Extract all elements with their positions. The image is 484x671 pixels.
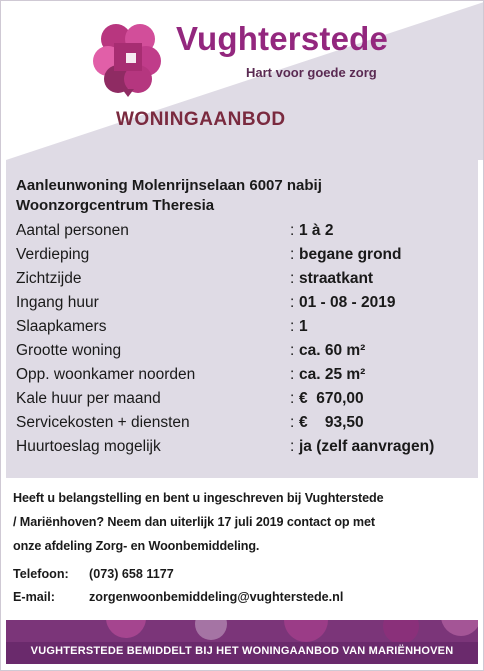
spec-row (16, 294, 472, 318)
spec-row (16, 222, 472, 246)
spec-value: 01 - 08 - 2019 (299, 294, 396, 311)
spec-label: Huurtoeslag mogelijk (16, 438, 161, 455)
spec-separator: : (290, 318, 295, 335)
listing-title (16, 176, 466, 216)
listing-panel (6, 160, 478, 478)
listing-title-line2: Woonzorgcentrum Theresia (16, 197, 215, 214)
spec-value: 1 à 2 (299, 222, 334, 239)
section-title: WONINGAANBOD (116, 109, 286, 130)
tagline: Hart voor goede zorg (246, 65, 377, 80)
spec-row (16, 342, 472, 366)
spec-separator: : (290, 342, 295, 359)
spec-row (16, 366, 472, 390)
spec-label: Servicekosten + diensten (16, 414, 190, 431)
spec-value: 1 (299, 318, 308, 335)
header (0, 0, 484, 160)
phone-number: (073) 658 1177 (89, 567, 174, 581)
spec-separator: : (290, 438, 295, 455)
spec-separator: : (290, 222, 295, 239)
spec-row (16, 390, 472, 414)
footer-text: VUGHTERSTEDE BEMIDDELT BIJ HET WONINGAANBOD VAN MARIËNHOVEN (30, 645, 454, 657)
spec-label: Verdieping (16, 246, 90, 263)
footer-pattern (6, 620, 478, 664)
info-line: / Mariënhoven? Neem dan uiterlijk 17 juli 2019 contact op met (13, 515, 376, 529)
clover-heart-logo-icon (88, 17, 170, 99)
spec-row (16, 246, 472, 270)
spec-value: ca. 25 m² (299, 366, 366, 383)
email-label: E-mail: (13, 590, 55, 604)
info-line: onze afdeling Zorg- en Woonbemiddeling. (13, 539, 260, 553)
spec-label: Grootte woning (16, 342, 122, 359)
spec-label: Kale huur per maand (16, 390, 161, 407)
spec-row (16, 438, 472, 462)
spec-value: € 93,50 (299, 414, 364, 431)
spec-label: Opp. woonkamer noorden (16, 366, 196, 383)
spec-value: ca. 60 m² (299, 342, 366, 359)
brand-name: Vughterstede (176, 20, 389, 57)
spec-row (16, 270, 472, 294)
spec-value: begane grond (299, 246, 402, 263)
spec-separator: : (290, 414, 295, 431)
spec-label: Slaapkamers (16, 318, 107, 335)
email-address: zorgenwoonbemiddeling@vughterstede.nl (89, 590, 344, 604)
spec-value: ja (zelf aanvragen) (299, 438, 435, 455)
spec-value: straatkant (299, 270, 374, 287)
spec-row (16, 318, 472, 342)
phone-label: Telefoon: (13, 567, 69, 581)
spec-label: Zichtzijde (16, 270, 82, 287)
spec-value: € 670,00 (299, 390, 364, 407)
spec-separator: : (290, 366, 295, 383)
spec-separator: : (290, 390, 295, 407)
info-line: Heeft u belangstelling en bent u ingeschreven bij Vughterstede (13, 491, 384, 505)
spec-separator: : (290, 246, 295, 263)
spec-label: Aantal personen (16, 222, 129, 239)
spec-row (16, 414, 472, 438)
listing-title-line1: Aanleunwoning Molenrijnselaan 6007 nabij (16, 177, 322, 194)
footer-band (6, 620, 478, 664)
spec-separator: : (290, 270, 295, 287)
spec-separator: : (290, 294, 295, 311)
info-paragraph (13, 486, 473, 558)
spec-label: Ingang huur (16, 294, 99, 311)
